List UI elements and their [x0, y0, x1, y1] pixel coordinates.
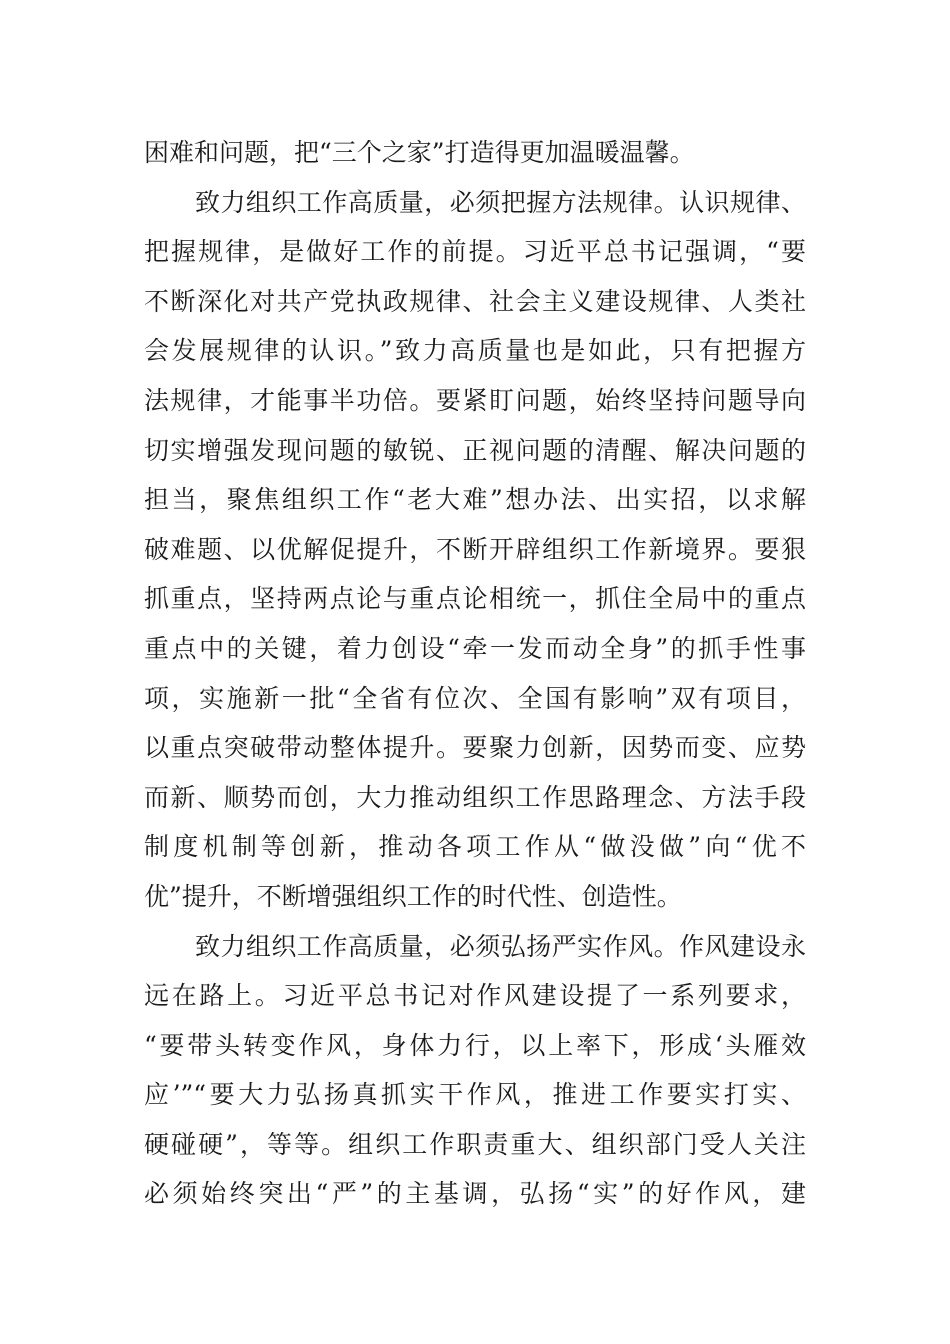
text-line: 担当，聚焦组织工作“老大难”想办法、出实招，以求解 [144, 485, 806, 515]
text-line: 会发展规律的认识。”致力高质量也是如此，只有把握方 [144, 336, 806, 366]
text-line: 而新、顺势而创，大力推动组织工作思路理念、方法手段 [144, 782, 806, 812]
text-line: 破难题、以优解促提升，不断开辟组织工作新境界。要狠 [144, 534, 806, 564]
text-line: 应’”“要大力弘扬真抓实干作风，推进工作要实打实、 [144, 1080, 806, 1110]
paragraph-start-line: 致力组织工作高质量，必须弘扬严实作风。作风建设永 [144, 931, 806, 961]
text-line: 优”提升，不断增强组织工作的时代性、创造性。 [144, 881, 682, 911]
text-line: 法规律，才能事半功倍。要紧盯问题，始终坚持问题导向 [144, 385, 806, 415]
text-line: 远在路上。习近平总书记对作风建设提了一系列要求， [144, 981, 806, 1011]
text-line: 硬碰硬”，等等。组织工作职责重大、组织部门受人关注 [144, 1129, 806, 1159]
text-line: 制度机制等创新，推动各项工作从“做没做”向“优不 [144, 832, 806, 862]
paragraph-start-line: 致力组织工作高质量，必须把握方法规律。认识规律、 [144, 187, 806, 217]
text-line: 抓重点，坚持两点论与重点论相统一，抓住全局中的重点 [144, 584, 806, 614]
text-line: 必须始终突出“严”的主基调，弘扬“实”的好作风，建 [144, 1179, 806, 1209]
text-line: 项，实施新一批“全省有位次、全国有影响”双有项目， [144, 683, 806, 713]
document-body [144, 128, 806, 1219]
text-line: 困难和问题，把“三个之家”打造得更加温暖温馨。 [144, 138, 695, 167]
text-line: 重点中的关键，着力创设“牵一发而动全身”的抓手性事 [144, 633, 806, 663]
text-line: 以重点突破带动整体提升。要聚力创新，因势而变、应势 [144, 733, 806, 763]
text-line: 切实增强发现问题的敏锐、正视问题的清醒、解决问题的 [144, 435, 806, 465]
text-line: 把握规律，是做好工作的前提。习近平总书记强调，“要 [144, 237, 806, 267]
text-line: 不断深化对共产党执政规律、社会主义建设规律、人类社 [144, 286, 806, 316]
text-line: “要带头转变作风，身体力行，以上率下，形成‘头雁效 [144, 1030, 806, 1060]
